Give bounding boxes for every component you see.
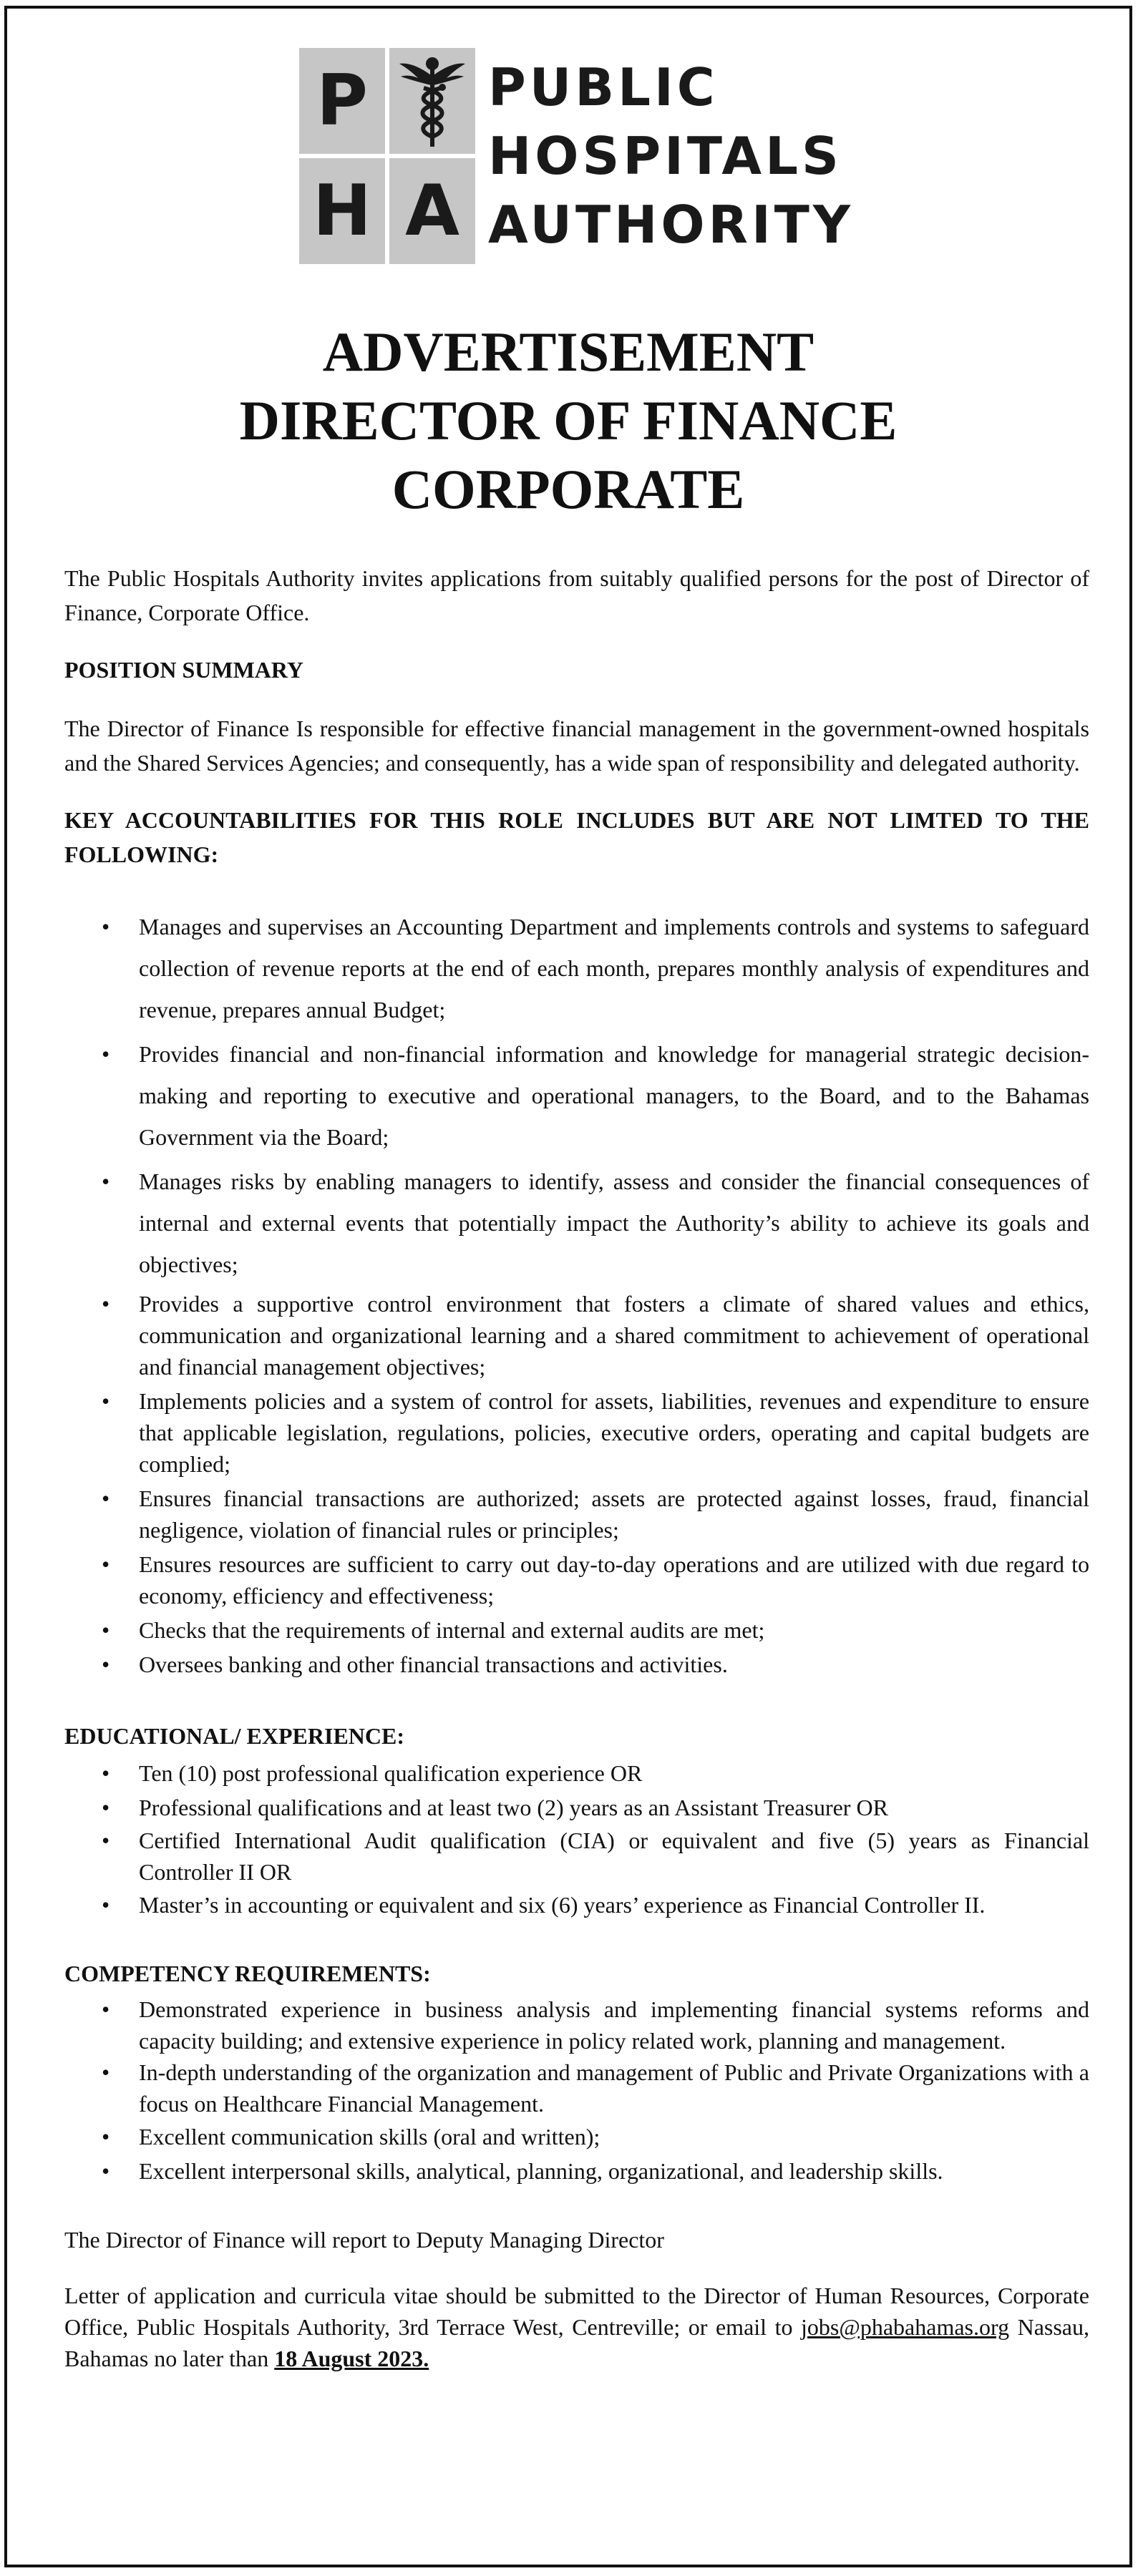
advert-body: [64, 561, 1089, 2397]
position-summary-heading: POSITION SUMMARY: [64, 657, 303, 683]
list-item: • Provides a supportive control environment that fosters a climate of shared values and ethics, communication and organizational learning and a shared commitment to achievement of operational and financial management objectives;: [64, 1288, 1089, 1382]
bullet-icon: •: [102, 1996, 110, 2022]
title-line-advertisement: ADVERTISEMENT: [322, 321, 814, 383]
list-item: • Implements policies and a system of control for assets, liabilities, revenues and expenditure to ensure that applicable legislation, regulations, policies, executive orders, operating and capital budgets are complied;: [64, 1385, 1089, 1480]
email-link[interactable]: jobs@phabahamas.org: [801, 2314, 1010, 2340]
list-item: • Manages risks by enabling managers to identify, assess and consider the financial consequences of internal and external events that potentially impact the Authority’s ability to achieve its goals and objectives;: [64, 1161, 1089, 1285]
list-item: • Provides financial and non-financial information and knowledge for managerial strategic decision-making and reporting to executive and operational managers, to the Board, and to the Bahamas Government via the Board;: [64, 1033, 1089, 1158]
bullet-icon: •: [102, 1652, 110, 1677]
logo-wordmark: [488, 53, 854, 259]
page-title: [7, 318, 1129, 524]
bullet-icon: •: [102, 2124, 110, 2150]
list-item: • Manages and supervises an Accounting Department and implements controls and systems to safeguard collection of revenue reports at the end of each month, prepares monthly analysis of expenditures and revenue, prepares annual Budget;: [64, 906, 1089, 1030]
bullet-icon: •: [102, 1169, 110, 1194]
application-text-location: Nassau, Bahamas no later than: [64, 2314, 1090, 2371]
logo-line-authority: AUTHORITY: [488, 195, 855, 255]
logo-tile-h: H: [299, 158, 385, 264]
list-item: • Ensures resources are sufficient to carry out day-to-day operations and are utilized with due regard to economy, efficiency and effectiveness;: [64, 1548, 1089, 1611]
list-item: • Ten (10) post professional qualification experience OR: [64, 1756, 1089, 1790]
list-item: • In-depth understanding of the organization and management of Public and Private Organizations with a focus on Healthcare Financial Management.: [64, 2057, 1089, 2119]
key-accountabilities-list: [64, 906, 1089, 1680]
education-list: [64, 1756, 1089, 1922]
bullet-icon: •: [102, 1760, 110, 1786]
bullet-icon: •: [102, 1828, 110, 1853]
competency-list: [64, 1994, 1089, 2188]
bullet-icon: •: [102, 1041, 110, 1067]
bullet-icon: •: [102, 1617, 110, 1643]
list-item: • Ensures financial transactions are authorized; assets are protected against losses, fraud, financial negligence, violation of financial rules or principles;: [64, 1483, 1089, 1546]
list-item: • Excellent communication skills (oral and written);: [64, 2119, 1089, 2154]
reporting-line: The Director of Finance will report to Deputy Managing Director: [64, 2227, 664, 2253]
pha-logo: [299, 44, 854, 268]
bullet-icon: •: [102, 1388, 110, 1414]
competency-heading: COMPETENCY REQUIREMENTS:: [64, 1961, 431, 1986]
bullet-icon: •: [102, 1291, 110, 1317]
list-item: • Excellent interpersonal skills, analytical, planning, organizational, and leadership skills.: [64, 2154, 1089, 2188]
logo-tile-a: A: [389, 158, 475, 264]
application-instructions: [64, 2280, 1089, 2374]
deadline-date: 18 August 2023.: [274, 2346, 429, 2371]
bullet-icon: •: [102, 914, 110, 940]
bullet-icon: •: [102, 2059, 110, 2085]
bullet-icon: •: [102, 1892, 110, 1918]
key-accountabilities-heading: KEY ACCOUNTABILITIES FOR THIS ROLE INCLUDES BUT ARE NOT LIMTED TO THE FOLLOWING:: [64, 807, 1089, 867]
bullet-icon: •: [102, 1485, 110, 1511]
logo-line-hospitals: HOSPITALS: [488, 126, 842, 186]
logo-tiles: [299, 48, 475, 264]
list-item: • Certified International Audit qualification (CIA) or equivalent and five (5) years as Financial Controller II OR: [64, 1825, 1089, 1888]
list-item: • Checks that the requirements of internal and external audits are met;: [64, 1614, 1089, 1646]
title-line-office: CORPORATE: [392, 458, 745, 520]
list-item: • Demonstrated experience in business analysis and implementing financial systems reforms and capacity building; and extensive experience in policy related work, planning and management.: [64, 1994, 1089, 2057]
caduceus-icon: [389, 48, 475, 154]
title-line-position: DIRECTOR OF FINANCE: [239, 389, 898, 452]
bullet-icon: •: [102, 2158, 110, 2184]
advertisement-frame: [4, 6, 1132, 2567]
bullet-icon: •: [102, 1795, 110, 1820]
list-item: • Master’s in accounting or equivalent and six (6) years’ experience as Financial Controller II.: [64, 1888, 1089, 1922]
list-item: • Oversees banking and other financial transactions and activities.: [64, 1649, 1089, 1680]
list-item: • Professional qualifications and at least two (2) years as an Assistant Treasurer OR: [64, 1790, 1089, 1825]
bullet-icon: •: [102, 1551, 110, 1577]
intro-paragraph: The Public Hospitals Authority invites applications from suitably qualified persons for the post of Director of Finance, Corporate Office.: [64, 565, 1089, 625]
position-summary-text: The Director of Finance Is responsible for effective financial management in the government-owned hospitals and the Shared Services Agencies; and consequently, has a wide span of responsibility and delegated authority.: [64, 716, 1089, 776]
education-heading: EDUCATIONAL/ EXPERIENCE:: [64, 1723, 405, 1749]
logo-tile-p: P: [299, 48, 385, 154]
application-text: Letter of application and curricula vitae should be submitted to the Director of Human Resources, Corporate Office, Public Hospitals Authority, 3rd Terrace West, Centreville; or email to: [64, 2283, 1089, 2340]
logo-line-public: PUBLIC: [488, 57, 719, 117]
